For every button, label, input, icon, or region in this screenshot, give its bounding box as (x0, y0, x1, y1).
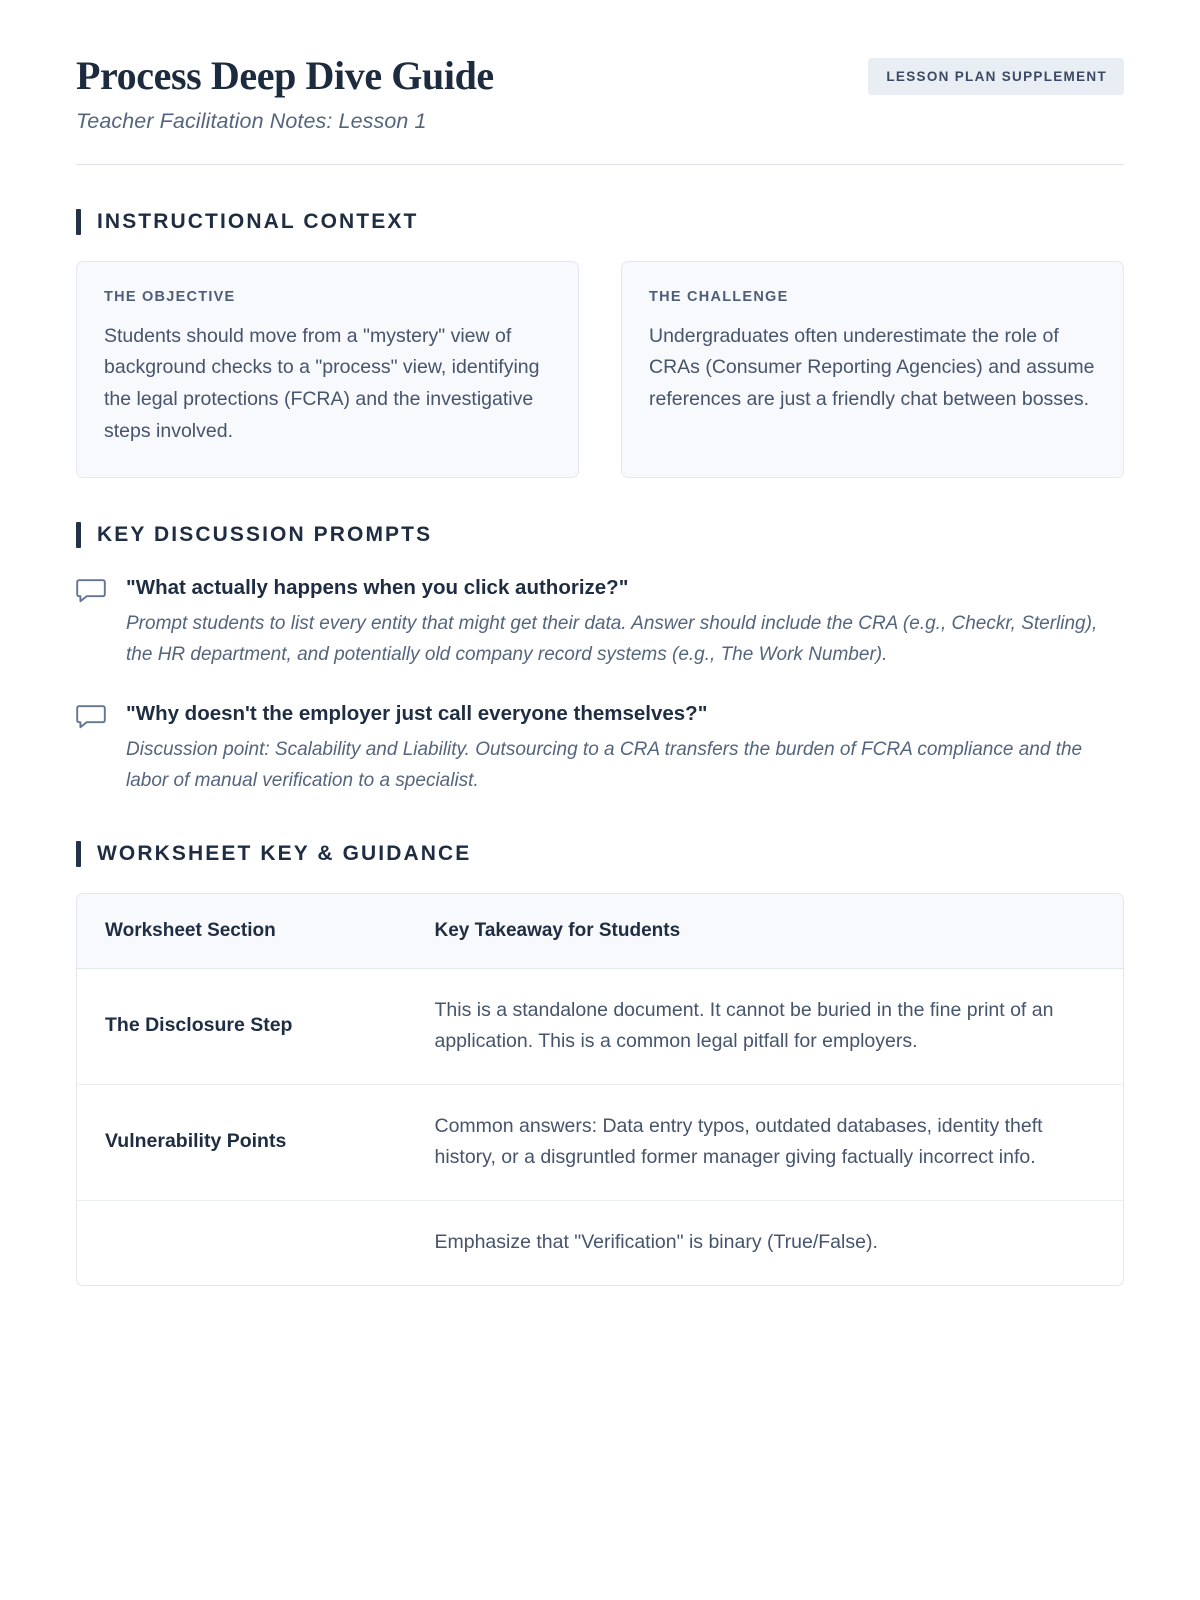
section-accent-bar (76, 209, 81, 235)
prompt-note: Prompt students to list every entity that might get their data. Answer should include the CRA (e.g., Checkr, Sterling), the HR department, and potentially old company record systems (e.g., The Work Number). (126, 612, 1098, 665)
section-title: KEY DISCUSSION PROMPTS (97, 523, 433, 547)
table-row (77, 1201, 1123, 1286)
cell-takeaway: Emphasize that "Verification" is binary (True/False). (434, 1231, 878, 1254)
header-divider (76, 164, 1124, 165)
context-card-objective (76, 261, 579, 478)
section-header-key-discussion-prompts (76, 522, 1124, 548)
prompt-question: "Why doesn't the employer just call everyone themselves?" (126, 702, 708, 726)
table-header-row (77, 894, 1123, 969)
column-header-worksheet-section: Worksheet Section (77, 894, 406, 969)
section-title: INSTRUCTIONAL CONTEXT (97, 209, 419, 233)
card-text: Undergraduates often underestimate the role of CRAs (Consumer Reporting Agencies) and assume references are just a friendly chat between bosses. (649, 324, 1095, 410)
card-label: THE OBJECTIVE (104, 288, 236, 305)
list-item (76, 700, 1124, 796)
card-label: THE CHALLENGE (649, 288, 789, 305)
prompt-body (126, 700, 1124, 796)
section-title: WORKSHEET KEY & GUIDANCE (97, 841, 472, 865)
table-row (77, 1084, 1123, 1200)
context-card-group (76, 261, 1124, 478)
cell-section: Vulnerability Points (77, 1084, 406, 1200)
status-badge: LESSON PLAN SUPPLEMENT (868, 58, 1124, 95)
document-header (76, 52, 1124, 134)
card-text: Students should move from a "mystery" view of background checks to a "process" view, identifying the legal protections (FCRA) and the investigative steps involved. (104, 324, 540, 442)
section-header-instructional-context (76, 209, 1124, 235)
list-item (76, 574, 1124, 670)
context-card-challenge (621, 261, 1124, 478)
prompt-body (126, 574, 1124, 670)
cell-takeaway: This is a standalone document. It cannot be buried in the fine print of an application. This is a common legal pitfall for employers. (406, 968, 1123, 1084)
section-accent-bar (76, 522, 81, 548)
prompt-question: "What actually happens when you click authorize?" (126, 576, 629, 600)
cell-takeaway: Common answers: Data entry typos, outdated databases, identity theft history, or a disgruntled former manager giving factually incorrect info. (406, 1084, 1123, 1200)
cell-section (77, 1201, 406, 1286)
page-subtitle: Teacher Facilitation Notes: Lesson 1 (76, 108, 427, 133)
table-row (77, 968, 1123, 1084)
column-header-key-takeaway: Key Takeaway for Students (406, 894, 1123, 969)
speech-bubble-icon (76, 704, 106, 796)
prompt-note: Discussion point: Scalability and Liability. Outsourcing to a CRA transfers the burden of FCRA compliance and the labor of manual verification to a specialist. (126, 738, 1083, 791)
speech-bubble-icon (76, 578, 106, 670)
section-header-worksheet-key (76, 841, 1124, 867)
page-title: Process Deep Dive Guide (76, 53, 494, 98)
cell-section: The Disclosure Step (77, 968, 406, 1084)
worksheet-table (76, 893, 1124, 1287)
section-accent-bar (76, 841, 81, 867)
prompt-list (76, 574, 1124, 796)
title-block (76, 52, 494, 134)
